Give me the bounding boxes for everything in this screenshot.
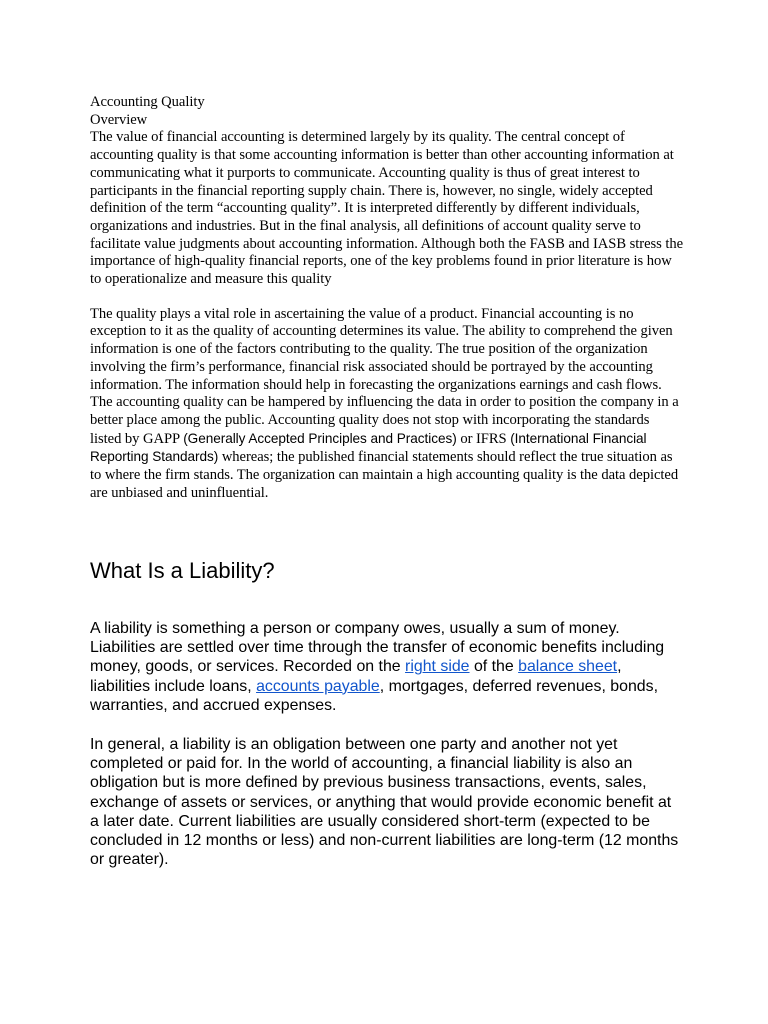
gapp-expansion: (Generally Accepted Principles and Practices) [183,430,457,446]
overview-paragraph: The value of financial accounting is determined largely by its quality. The central concept of accounting quality is that some accounting information is better than other accounting information at communicating what it purports to communicate. Accounting quality is thus of great interest to participants in the financial reporting supply chain. There is, however, no single, widely accepted definition of the term “accounting quality”. It is interpreted differently by different individuals, organizations and industries. But in the final analysis, all definitions of account quality serve to facilitate value judgments about accounting information. Although both the FASB and IASB stress the importance of high-quality financial reports, one of the key problems found in prior literature is how to operationalize and measure this quality [90,129,684,288]
ifrs-expansion: (International Financial Reporting Standards) [90,430,647,465]
liability-text-4: , mortgages, deferred revenues, bonds, warranties, and accrued expenses. [90,677,658,714]
quality-text-2: or IFRS [456,430,511,447]
liability-text-2: of the [469,658,519,676]
accounting-quality-section [90,94,684,502]
right-side-link[interactable]: right side [405,658,470,676]
balance-sheet-link[interactable]: balance sheet [518,658,618,676]
liability-text-1: A liability is something a person or company owes, usually a sum of money. Liabilities are settled over time through the transfer of economic benefits including money, goods, or services. Recorded on the [90,620,665,676]
quality-paragraph [90,306,684,503]
liability-definition-paragraph [90,619,684,715]
section-subtitle: Overview [90,111,148,128]
liability-general-paragraph: In general, a liability is an obligation between one party and another not yet completed or paid for. In the world of accounting, a financial liability is also an obligation but is more defined by previous business transactions, events, sales, exchange of assets or services, or anything that would provide economic benefit at a later date. Current liabilities are usually considered short-term (expected to be concluded in 12 months or less) and non-current liabilities are long-term (12 months or greater). [90,736,679,869]
document-title: Accounting Quality [90,94,205,110]
quality-text-3: whereas; the published financial statements should reflect the true situation as to where the firm stands. The organization can maintain a high accounting quality is the data depicted are unbiased and uninfluential. [90,449,679,501]
document-page [90,94,684,869]
quality-text-1: The quality plays a vital role in ascertaining the value of a product. Financial accounting is no exception to it as the quality of accounting determines its value. The ability to comprehend the given information is one of the factors contributing to the quality. The true position of the organization involving the firm’s performance, financial risk associated should be portrayed by the accounting information. The information should help in forecasting the organizations earnings and cash flows. The accounting quality can be hampered by influencing the data in order to position the company in a better place among the public. Accounting quality does not stop with incorporating the standards listed by GAPP [90,305,679,447]
accounts-payable-link[interactable]: accounts payable [256,677,380,695]
liability-text-3: , liabilities include loans, [90,658,622,695]
liability-heading: What Is a Liability? [90,558,275,583]
